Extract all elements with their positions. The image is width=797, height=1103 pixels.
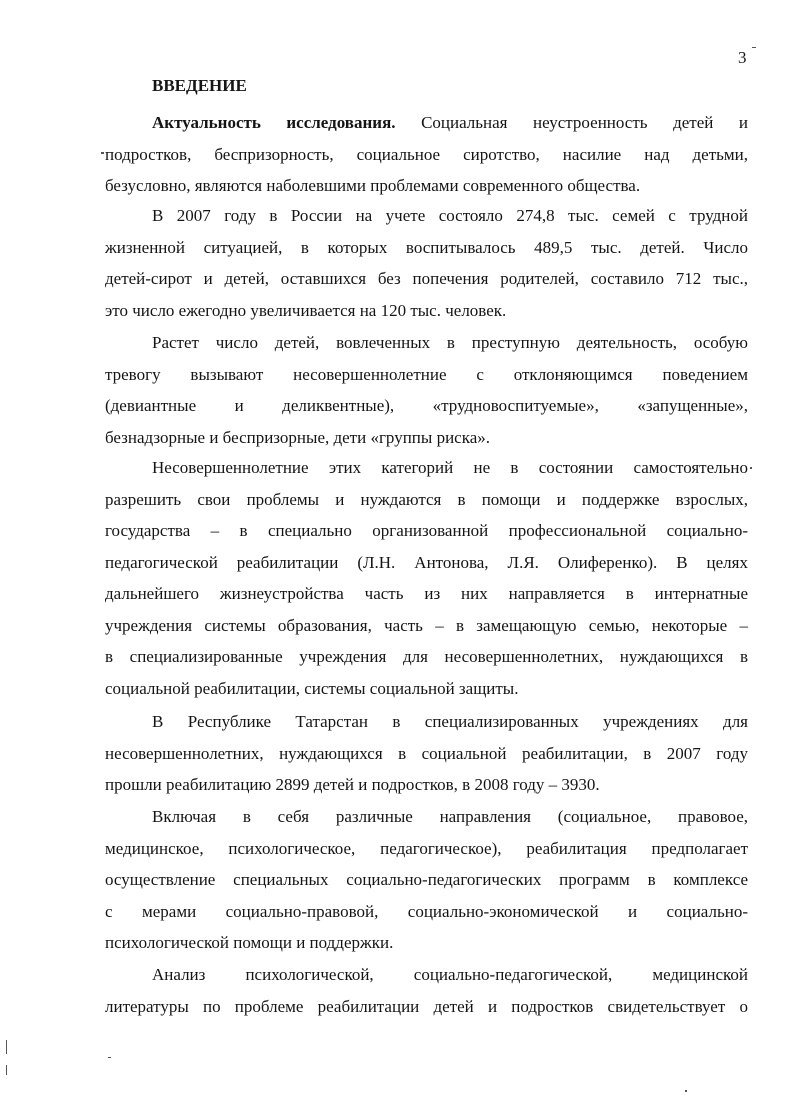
paragraph-line: Включая в себя различные направления (социальное, правовое, bbox=[152, 807, 748, 826]
paragraph-line: литературы по проблеме реабилитации детей и подростков свидетельствует о bbox=[105, 996, 748, 1016]
paragraph-line: дальнейшего жизнеустройства часть из них направляется в интернатные bbox=[105, 584, 748, 603]
paragraph-line: (девиантные и деликвентные), «трудновоспитуемые», «запущенные», bbox=[105, 396, 748, 415]
paragraph-line: тревогу вызывают несовершеннолетние с отклоняющимся поведением bbox=[105, 364, 748, 384]
paragraph-line: социальной реабилитации, системы социальной защиты. bbox=[105, 678, 519, 698]
paragraph-6 bbox=[105, 801, 748, 959]
paragraph-line: педагогической реабилитации (Л.Н. Антонова, Л.Я. Олиференко). В целях bbox=[105, 552, 748, 572]
page-number: 3 bbox=[738, 48, 747, 67]
paragraph-7 bbox=[105, 959, 748, 1022]
paragraph-5 bbox=[105, 706, 748, 801]
paragraph-1 bbox=[105, 107, 748, 202]
paragraph-line: Актуальность исследования. Социальная неустроенность детей и bbox=[152, 113, 748, 132]
scan-artifact bbox=[685, 1090, 687, 1092]
paragraph-line: детей-сирот и детей, оставшихся без попечения родителей, составило 712 тыс., bbox=[105, 269, 748, 288]
paragraph-line: в специализированные учреждения для несовершеннолетних, нуждающихся в bbox=[105, 647, 748, 666]
paragraph-line: Анализ психологической, социально-педагогической, медицинской bbox=[152, 965, 748, 984]
paragraph-line: разрешить свои проблемы и нуждаются в помощи и поддержке взрослых, bbox=[105, 489, 748, 509]
scan-artifact bbox=[108, 1057, 111, 1058]
paragraph-line: безусловно, являются наболевшими проблемами современного общества. bbox=[105, 176, 641, 195]
paragraph-line: Несовершеннолетние этих категорий не в состоянии самостоятельно bbox=[152, 458, 748, 477]
paragraph-lead: Актуальность исследования. bbox=[152, 113, 396, 132]
paragraph-line: осуществление специальных социально-педагогических программ в комплексе bbox=[105, 870, 748, 889]
paragraph-line: медицинское, психологическое, педагогическое), реабилитация предполагает bbox=[105, 838, 748, 858]
paragraph-line: прошли реабилитацию 2899 детей и подростков, в 2008 году – 3930. bbox=[105, 775, 600, 794]
paragraph-line: государства – в специально организованной профессиональной социально- bbox=[105, 521, 748, 540]
paragraph-line: Растет число детей, вовлеченных в преступную деятельность, особую bbox=[152, 333, 748, 352]
scan-artifact bbox=[101, 152, 104, 154]
scan-artifact bbox=[6, 1065, 7, 1075]
paragraph-line: В Республике Татарстан в специализированных учреждениях для bbox=[152, 712, 748, 731]
page-title: ВВЕДЕНИЕ bbox=[152, 76, 247, 95]
paragraph-line: психологической помощи и поддержки. bbox=[105, 933, 394, 952]
paragraph-line: В 2007 году в России на учете состояло 274,8 тыс. семей с трудной bbox=[152, 206, 748, 225]
scan-artifact bbox=[6, 1040, 7, 1054]
paragraph-line: учреждения системы образования, часть – в замещающую семью, некоторые – bbox=[105, 615, 748, 635]
paragraph-line: подростков, беспризорность, социальное сиротство, насилие над детьми, bbox=[105, 144, 748, 164]
scan-artifact bbox=[750, 467, 752, 469]
paragraph-4 bbox=[105, 452, 748, 704]
paragraph-line: безнадзорные и беспризорные, дети «группы риска». bbox=[105, 427, 491, 447]
paragraph-line: несовершеннолетних, нуждающихся в социальной реабилитации, в 2007 году bbox=[105, 743, 748, 763]
scan-artifact bbox=[752, 47, 756, 48]
paragraph-3 bbox=[105, 327, 748, 453]
paragraph-line: с мерами социально-правовой, социально-экономической и социально- bbox=[105, 901, 748, 921]
paragraph-line: это число ежегодно увеличивается на 120 тыс. человек. bbox=[105, 300, 507, 320]
paragraph-line: жизненной ситуацией, в которых воспитывалось 489,5 тыс. детей. Число bbox=[105, 237, 748, 257]
paragraph-2 bbox=[105, 200, 748, 326]
